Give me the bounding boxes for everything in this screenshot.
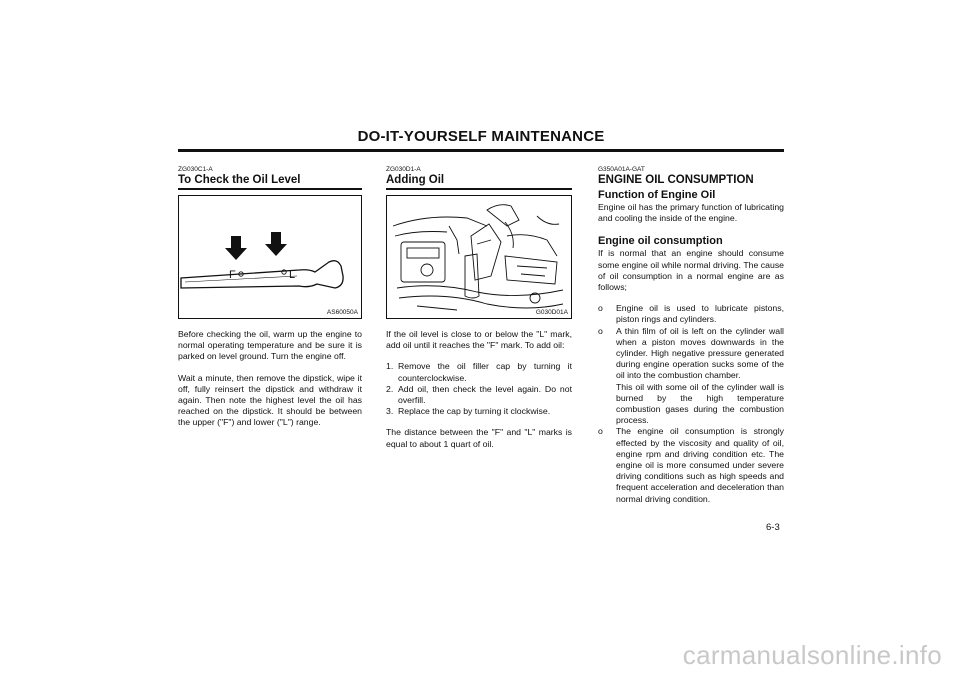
bullet-list [598, 303, 784, 505]
steps-list [386, 361, 572, 417]
page-number: 6-3 [766, 522, 780, 533]
figure-label: G030D01A [535, 309, 568, 316]
mark-f: F [229, 269, 236, 281]
page-title: DO-IT-YOURSELF MAINTENANCE [357, 128, 605, 145]
dipstick-drawing [179, 196, 361, 318]
paragraph: Engine oil has the primary function of lubricating and cooling the inside of the engine. [598, 202, 784, 224]
section-heading: To Check the Oil Level [178, 174, 362, 190]
section-code: ZG030C1-A [178, 166, 213, 173]
list-item: o The engine oil consumption is strongly effected by the viscosity and quality of oil, engine rpm and driving condition etc. The engine oil is more consumed under severe driving conditions such as high speeds and frequent acceleration and deceleration than normal driving condition. [598, 426, 784, 504]
dipstick-illustration [178, 195, 362, 319]
watermark: carmanualsonline.info [682, 640, 942, 670]
list-item: 1. Remove the oil filler cap by turning it counterclockwise. [386, 361, 572, 383]
paragraph: If is normal that an engine should consume some engine oil while normal driving. The cause of oil consumption in a normal engine are as follows; [598, 248, 784, 293]
section-heading: Adding Oil [386, 174, 572, 190]
oil-filling-drawing [387, 196, 571, 318]
list-item: 3. Replace the cap by turning it clockwise. [386, 406, 551, 417]
list-item: 2. Add oil, then check the level again. Do not overfill. [386, 383, 572, 406]
subheading: Engine oil consumption [598, 235, 723, 248]
paragraph: The distance between the "F" and "L" marks is equal to about 1 quart of oil. [386, 427, 572, 449]
section-heading: ENGINE OIL CONSUMPTION [598, 174, 754, 186]
section-code: G350A01A-GAT [598, 166, 645, 173]
subheading: Function of Engine Oil [598, 189, 716, 201]
paragraph: If the oil level is close to or below the "L" mark, add oil until it reaches the "F" mark. To add oil: [386, 329, 572, 351]
section-code: ZG030D1-A [386, 166, 421, 173]
paragraph: Wait a minute, then remove the dipstick, wipe it off, fully reinsert the dipstick and withdraw it again. Then note the highest level the oil has reached on the dipstick. It should be between the upper ("F") and lower ("L") range. [178, 372, 362, 428]
figure-label: AS60050A [326, 309, 358, 316]
mark-l: L [289, 269, 296, 281]
column-oil-consumption [598, 166, 784, 505]
list-item: o A thin film of oil is left on the cylinder wall when a piston moves downwards in the cylinder. High negative pressure generated during engine operation sucks some of the oil into the combustion chamber. This oil with some oil of the cylinder wall is burned by the high temperature combustion gases during the combustion process. [598, 325, 784, 426]
paragraph: Before checking the oil, warm up the engine to normal operating temperature and be sure it is parked on level ground. Turn the engine off. [178, 329, 362, 362]
column-adding-oil [386, 166, 572, 450]
engine-bay-illustration [386, 195, 572, 319]
page-header [178, 128, 784, 152]
column-check-oil-level [178, 166, 362, 429]
list-item: o Engine oil is used to lubricate pistons, piston rings and cylinders. [598, 303, 784, 325]
